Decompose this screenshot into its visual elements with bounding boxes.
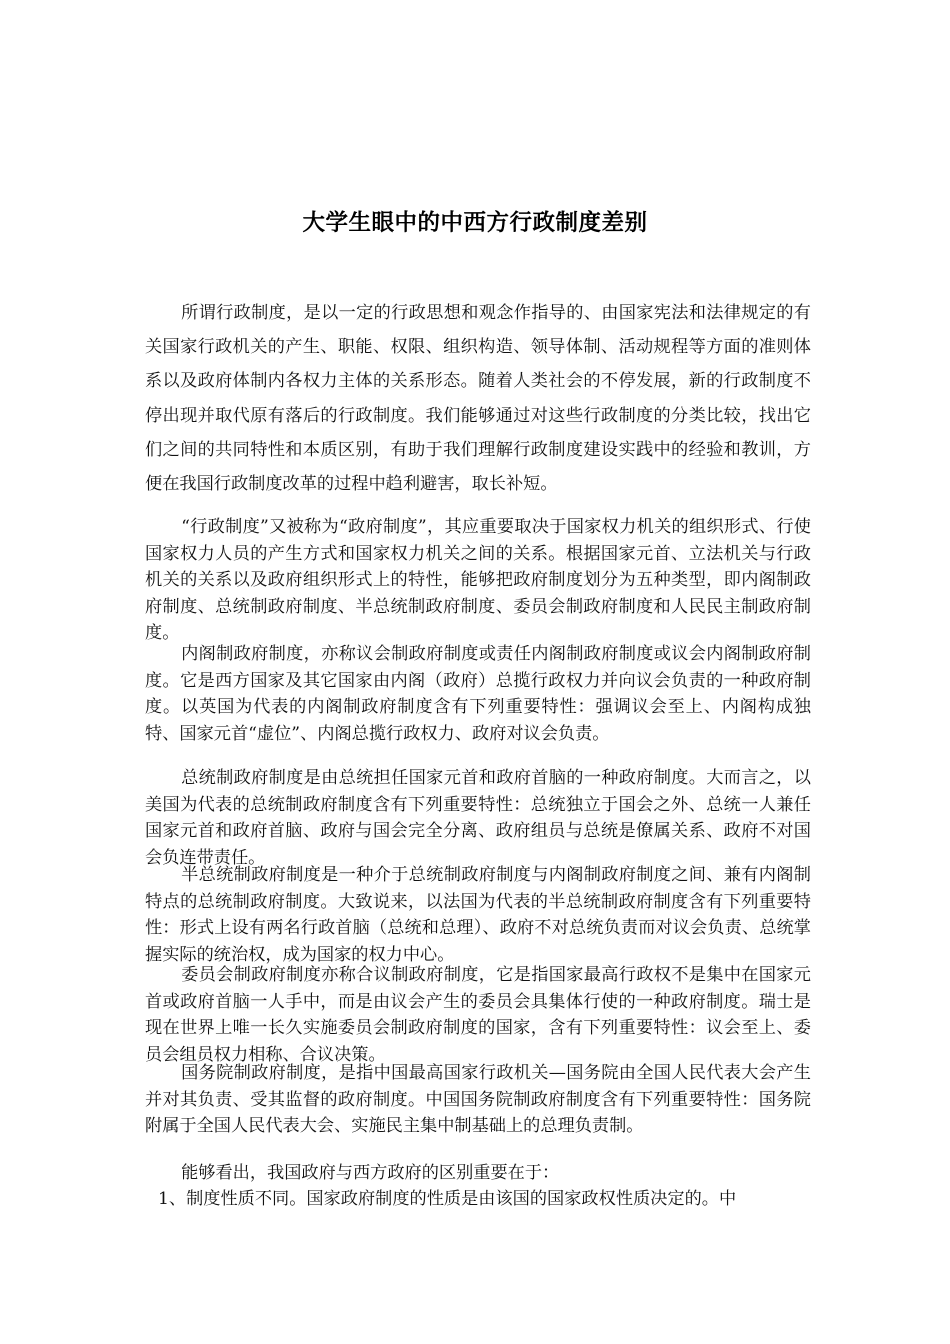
document-title: 大学生眼中的中西方行政制度差别 — [302, 210, 648, 236]
paragraph-differences-intro: 能够看出，我国政府与西方政府的区别重要在于： — [181, 1163, 560, 1183]
paragraph-semi-presidential-system: 半总统制政府制度是一种介于总统制政府制度与内阁制政府制度之间、兼有内阁制特点的总统制政府制度。大致说来，以法国为代表的半总统制政府制度含有下列重要特性：形式上设有两名行政首脑（总统和总理）、政府不对总统负责而对议会负责、总统掌握实际的统治权，成为国家的权力中心。 — [145, 865, 811, 965]
paragraph-intro: 所谓行政制度，是以一定的行政思想和观念作指导的、由国家宪法和法律规定的有关国家行政机关的产生、职能、权限、组织构造、领导体制、活动规程等方面的准则体系以及政府体制内各权力主体的关系形态。随着人类社会的不停发展，新的行政制度不停出现并取代原有落后的行政制度。我们能够通过对这些行政制度的分类比较，找出它们之间的共同特性和本质区别，有助于我们理解行政制度建设实践中的经验和教训，方便在我国行政制度改革的过程中趋利避害，取长补短。 — [145, 303, 811, 495]
paragraph-committee-system: 委员会制政府制度亦称合议制政府制度，它是指国家最高行政权不是集中在国家元首或政府首脑一人手中，而是由议会产生的委员会具集体行使的一种政府制度。瑞士是现在世界上唯一长久实施委员会制政府制度的国家，含有下列重要特性：议会至上、委员会组员权力相称、合议决策。 — [145, 965, 811, 1065]
paragraph-state-council-system: 国务院制政府制度，是指中国最高国家行政机关—国务院由全国人民代表大会产生并对其负责、受其监督的政府制度。中国国务院制政府制度含有下列重要特性：国务院附属于全国人民代表大会、实施民主集中制基础上的总理负责制。 — [145, 1063, 811, 1136]
paragraph-presidential-system: 总统制政府制度是由总统担任国家元首和政府首脑的一种政府制度。大而言之，以美国为代表的总统制政府制度含有下列重要特性：总统独立于国会之外、总统一人兼任国家元首和政府首脑、政府与国会完全分离、政府组员与总统是僚属关系、政府不对国会负连带责任。 — [145, 768, 811, 868]
paragraph-definition: “行政制度”又被称为“政府制度”，其应重要取决于国家权力机关的组织形式、行使国家权力人员的产生方式和国家权力机关之间的关系。根据国家元首、立法机关与行政机关的关系以及政府组织形式上的特性，能够把政府制度划分为五种类型，即内阁制政府制度、总统制政府制度、半总统制政府制度、委员会制政府制度和人民民主制政府制度。 — [145, 517, 811, 643]
paragraph-cabinet-system: 内阁制政府制度，亦称议会制政府制度或责任内阁制政府制度或议会内阁制政府制度。它是西方国家及其它国家由内阁（政府）总揽行政权力并向议会负责的一种政府制度。以英国为代表的内阁制政府制度含有下列重要特性：强调议会至上、内阁构成独特、国家元首“虚位”、内阁总揽行政权力、政府对议会负责。 — [145, 644, 811, 744]
list-item-difference-1: 1、制度性质不同。国家政府制度的性质是由该国的国家政权性质决定的。中 — [158, 1189, 737, 1209]
